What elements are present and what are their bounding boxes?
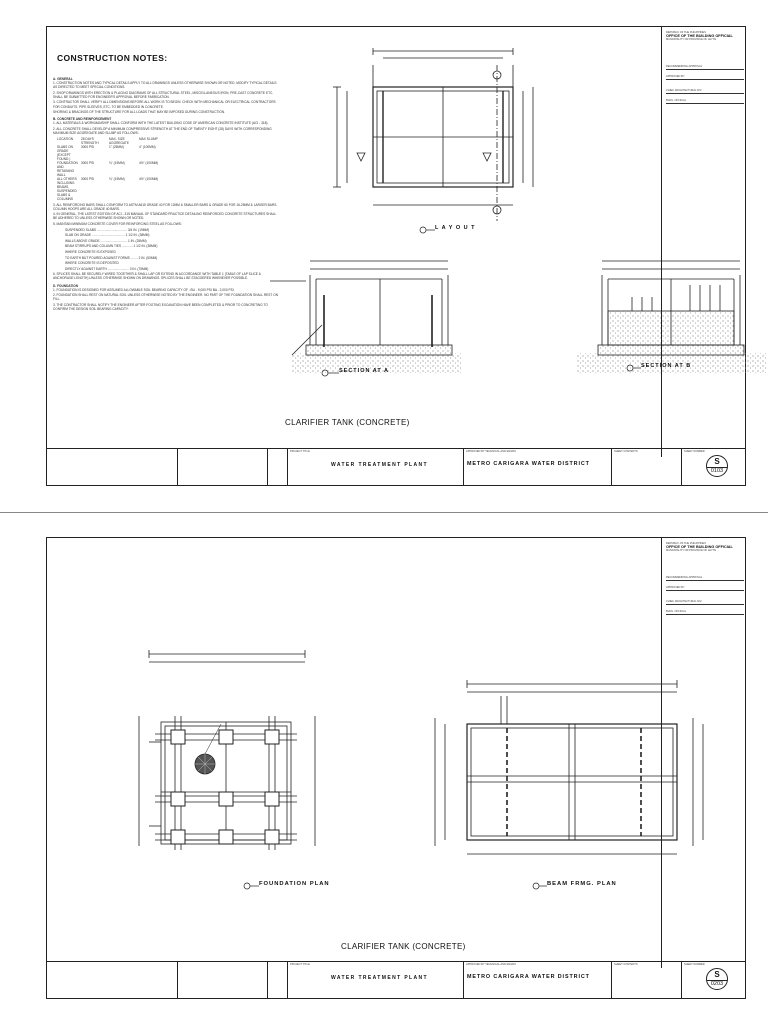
layout-plan-drawing — [317, 45, 547, 230]
section-marker-icon — [417, 226, 435, 234]
tank-title: CLARIFIER TANK (CONCRETE) — [285, 418, 410, 427]
section-marker-icon — [319, 369, 339, 377]
project-title: WATER TREATMENT PLANT — [331, 975, 428, 981]
foundation-plan-label: FOUNDATION PLAN — [259, 881, 330, 887]
sheet-number-badge: S 0203 — [706, 968, 728, 990]
drawing-sheet-2 — [0, 512, 768, 1025]
beam-framing-plan-label: BEAM FRMG. PLAN — [547, 881, 617, 887]
section-a-label: SECTION AT A — [339, 368, 389, 374]
drawing-sheet-1 — [0, 0, 768, 512]
layout-label: L A Y O U T — [435, 225, 476, 231]
foundation-plan-drawing — [135, 646, 335, 856]
section-a-drawing — [262, 255, 462, 385]
owner-name: METRO CARIGARA WATER DISTRICT — [467, 461, 590, 467]
project-title: WATER TREATMENT PLANT — [331, 462, 428, 468]
sheet-frame — [46, 537, 746, 999]
construction-notes-title: CONSTRUCTION NOTES: — [57, 53, 168, 63]
bottom-title-strip: PROJECT TITLE APPROVED BY TECHNICAL AND ENGRS SHEET CONTENTS SHEET NUMBER WATER TREATMENT PLANT METRO CARIGARA WATER DISTRICT S 0103 — [47, 448, 745, 485]
bottom-title-strip: PROJECT TITLE APPROVED BY TECHNICAL AND ENGRS SHEET CONTENTS SHEET NUMBER WATER TREATMENT PLANT METRO CARIGARA WATER DISTRICT S 0203 — [47, 961, 745, 998]
section-marker-icon — [531, 882, 547, 890]
construction-notes: A. GENERAL 1. CONSTRUCTION NOTES AND TYPICAL DETAILS APPLY TO ALL DRAWINGS UNLESS OTHERWISE SHOWN OR NOTED. MODIFY TYPICAL DETAILS AS DIRECTED TO MEET SPECIAL CONDITIONS. 2. SHOP DRAWINGS WITH ERECTION & PLACING DIAGRAMS OF ALL STRUCTURAL STEEL, MISCELLANEOUS IRON, PRE-CAST CONCRETE ETC. SHALL BE SUBMITTED FOR ENGINEER'S APPROVAL BEFORE FABRICATION. 3. CONTRACTOR SHALL VERIFY ALL DIMENSIONS BEFORE ALL WORK IS TO BEGIN. CHECK WITH MECHANICAL OR ELECTRICAL CONTRACTORS FOR CONDUITS, PIPE SLEEVES, ETC. TO BE EMBEDDED IN CONCRETE. SHORING & BRACINGS OF THE STRUCTURE FOR ALL LOADS THAT MAY BE IMPOSED DURING CONSTRUCTION. B. CONCRETE AND REINFORCEMENT 1. ALL MATERIALS & WORKMANSHIP SHALL CONFORM WITH THE LATEST BUILDING CODE OF AMERICAN CONCRETE INSTITUTE (ACI - 318). 2. ALL CONCRETE SHALL DEVELOP A MINIMUM COMPRESSIVE STRENGTH AT THE END OF TWENTY EIGHT (28) DAYS WITH CORRESPONDING MAXIMUM SIZE AGGREGATE AND SLUMP AS FOLLOWS: LOCATION 28 DAYS STRENGTH MAX. SIZE AGGREGATE MAX SLUMP SLABS ON GRADE (EXCEPT FOUND.) 3000 PSI 1" (25MM) 4" (100MM) FOUNDATION AND RETAINING WALL 3000 PSI ¾" (19MM) 4½" (100MM) ALL OTHERS INCLUDING BEAMS, SUSPENDED SLABS & COLUMNS 3000 PSI ¾" (19MM) 4½" (100MM) 3. ALL REINFORCING BARS SHALL CONFORM TO ASTM A615 GRADE 40 FOR 12MM & SMALLER BARS & GRADE 60 FOR 16-25MM & LARGER BARS. COLUMN HOOPS ARE ALL GRADE 40 BARS. 4. IN GENERAL, THE LATEST EDITION OF ACI - 315 MANUAL OF STANDARD PRACTICE DETAILING REINFORCED CONCRETE STRUCTURES SHALL BE ADHERED TO UNLESS OTHERWISE SHOWN OR NOTED. 5. MAINTAIN MINIMUM CONCRETE COVER FOR REINFORCING STEEL AS FOLLOWS: SUSPENDED SLABS .................................. 3/4 IN. (19MM) SLAB ON GRADE ..................................... 1 1/2 IN. (38MM) WALLS ABOVE GRADE .............................. 1 IN. (25MM) BEAM STIRRUPS AND COLUMN TIES ............ 1 1/2 IN. (38MM) WHERE CONCRETE IS EXPOSED TO EARTH BUT POURED AGAINST FORMS ........ 2 IN. (50MM) WHERE CONCRETE IS DEPOSITED DIRECTLY AGAINST EARTH ........................ 3 IN. (75MM) 6. SPLICES SHALL BE SECURELY WIRED TOGETHER & SHALL LAP OR EXTEND IN ACCORDANCE WITH TABLE 1 (TABLE OF LAP SLICE & ANCHORAGE LENGTH) UNLESS OTHERWISE SHOWN ON DRAWINGS. SPLICES SHALL BE STAGGERED WHENEVER POSSIBLE. D. FOUNDATION 1. FOUNDATION IS DESIGNED FOR ASSUMED ALLOWABLE SOIL BEARING CAPACITY OF : BU - 9,000 PSI BA - 2,000 PSI 2. FOUNDATION SHALL REST ON NATURAL SOIL UNLESS OTHERWISE NOTED BY THE ENGINEER. NO PART OF THE FOUNDATION SHALL REST ON FILL. 3. THE CONTRACTOR SHALL NOTIFY THE ENGINEER AFTER FOOTING EXCAVATION HAVE BEEN COMPLETED & PRIOR TO CONCRETING TO CONFIRM THE DESIGN SOIL BEARING CAPACITY. — [53, 77, 278, 311]
sheet-frame — [46, 26, 746, 486]
section-marker-icon — [241, 882, 259, 890]
sheet-number-badge: S 0103 — [706, 455, 728, 477]
section-b-label: SECTION AT B — [641, 363, 692, 369]
section-marker-icon — [625, 364, 641, 372]
tank-title: CLARIFIER TANK (CONCRETE) — [341, 942, 466, 951]
approval-title-block: REPUBLIC OF THE PHILIPPINES OFFICE OF THE BUILDING OFFICIAL MUNICIPALITY OR PROVINCE OF LEYTE RECOMMENDING APPROVAL APPROVED BY CHIEF, ARCHITECTURAL DIV. BLDG. OFFICIAL — [661, 538, 748, 968]
owner-name: METRO CARIGARA WATER DISTRICT — [467, 974, 590, 980]
concrete-mix-table: LOCATION 28 DAYS STRENGTH MAX. SIZE AGGREGATE MAX SLUMP SLABS ON GRADE (EXCEPT FOUND.) 3000 PSI 1" (25MM) 4" (100MM) FOUNDATION AND RETAINING WALL 3000 PSI ¾" (19MM) 4½" (100MM) ALL OTHERS INCLUDING BEAMS, SUSPENDED SLABS & COLUMNS 3000 PSI ¾" (19MM) 4½" (100MM) — [57, 136, 159, 201]
approval-title-block: REPUBLIC OF THE PHILIPPINES OFFICE OF THE BUILDING OFFICIAL MUNICIPALITY OR PROVINCE OF LEYTE RECOMMENDING APPROVAL APPROVED BY CHIEF, ARCHITECTURAL DIV. BLDG. OFFICIAL — [661, 27, 748, 457]
